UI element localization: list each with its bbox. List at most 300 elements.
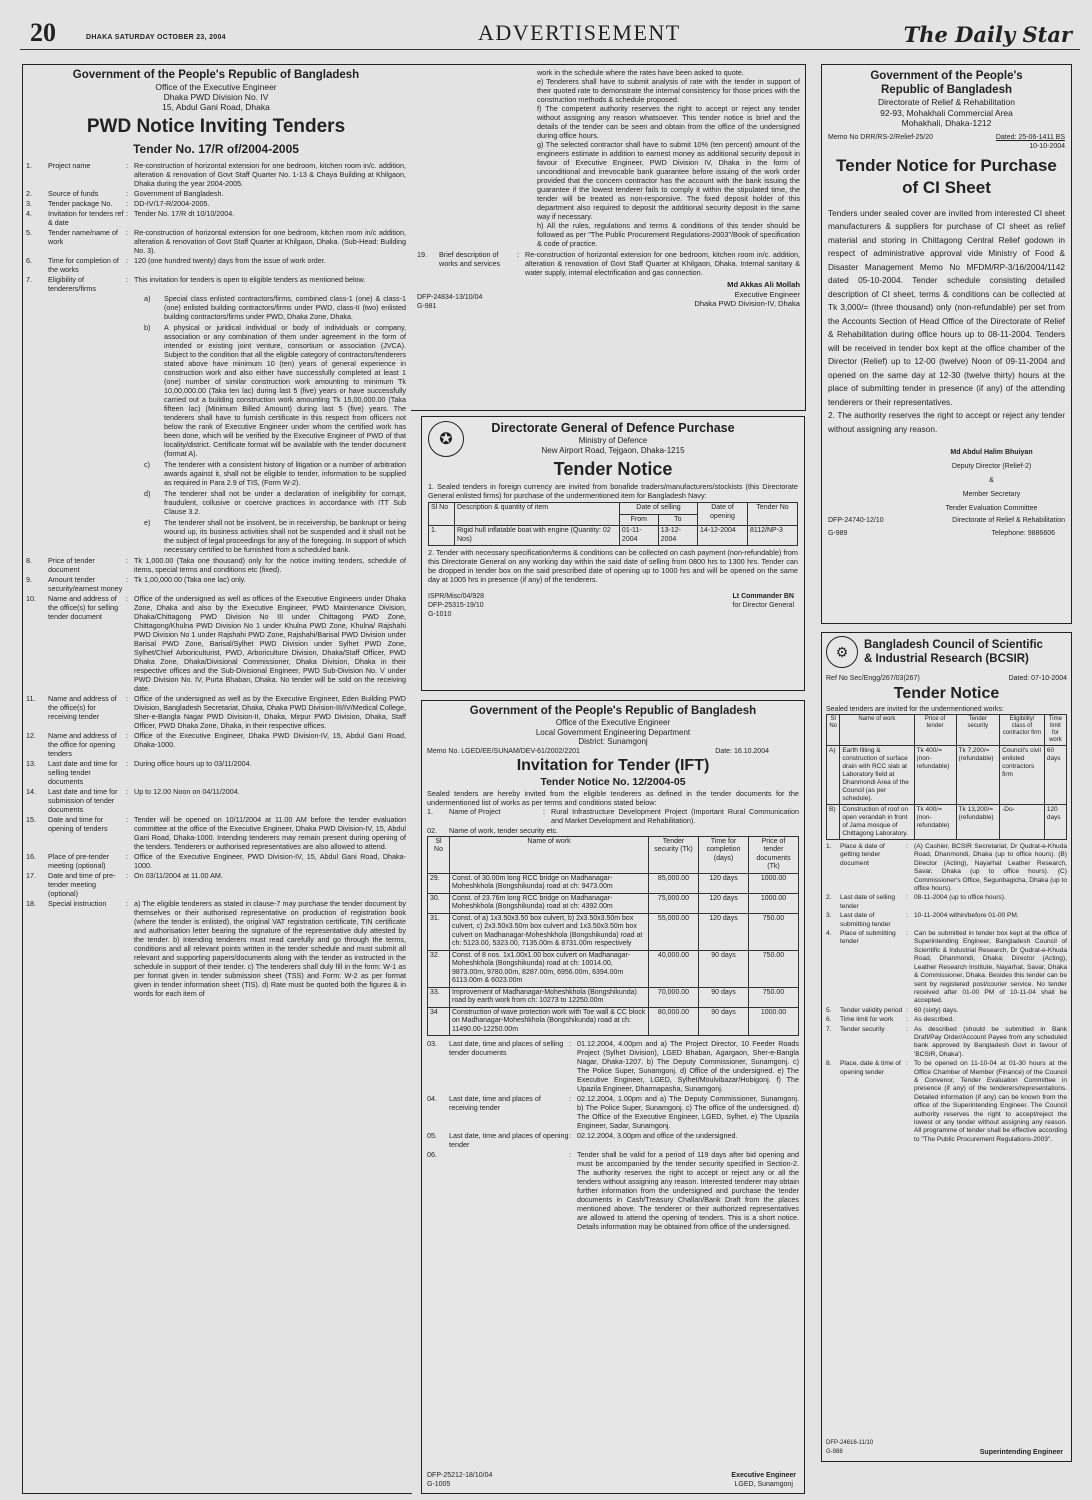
pwd-col2	[417, 68, 800, 311]
bcsir-table	[826, 714, 1067, 840]
item-value: DD-IV/17-R/2004-2005.	[134, 199, 210, 208]
bcsir-items-item	[826, 1060, 1067, 1144]
lged-office: Office of the Executive Engineer	[555, 718, 671, 727]
item-colon: :	[126, 731, 128, 740]
item-value: This invitation for tenders is open to eligible tenders as mentioned below.	[134, 275, 366, 284]
item-colon: :	[126, 575, 128, 584]
bcsir-cell: Tk 7,200/= (refundable)	[956, 746, 1000, 805]
item-value: During office hours up to 03/11/2004.	[134, 759, 252, 768]
bcsir-notice-title: Tender Notice	[893, 685, 1000, 702]
pwd-items2-item	[26, 575, 406, 593]
item-colon: :	[569, 1094, 571, 1103]
relief-dfp: DFP-24740-12/10	[828, 517, 884, 524]
item-number: 05.	[427, 1131, 437, 1140]
relief-gov-2: Republic of Bangladesh	[881, 84, 1012, 96]
pwd-g: G-981	[417, 302, 437, 310]
relief-sig-4: Member Secretary	[962, 491, 1021, 498]
bcsir-cell: Earth filling & construction of surface drain with RCC slab at Laboratory field at Dhanmondi Area of the Council (as per schedule).	[840, 746, 914, 805]
item-value: Can be submitted in tender box kept at the office of Superintending Engineer, Bangladesh Council of Scientific & Industrial Research, Dr Qudrat-e-Khuda Road, Dhanmondi, Dhaka; Director (Acting), Leather Research Institute, Nayarhat, Savar, Dhaka & Commissioner, Dhaka. Besides this tender can be sent by registered post/courier service. No tender received after 01-00 PM of 10-11-04 shall be accepted.	[914, 930, 1067, 1005]
item-label: Source of funds	[48, 189, 99, 198]
clause-text: Special class enlisted contractors/firms, combined class-1 (one) & class-1 (one) enlisted building contractors/firms under PWD, class-II (two) enlisted building contractors/firms under PWD, Dhaka Zone, Dhaka.	[164, 294, 406, 321]
lged-cell: 70,000.00	[649, 987, 699, 1007]
item-colon: :	[126, 556, 128, 565]
pwd-eligibility-clause	[144, 518, 406, 554]
item-number: 5.	[826, 1006, 832, 1014]
lged-cell: 31.	[428, 913, 450, 950]
pwd-special-instruction: f) The competent authority reserves the right to accept or reject any tender without assigning any reason whatsoever. This tender notice is brief and the details of the tender can be seen and obtain from the office of the undersigned during office hours.	[537, 104, 800, 140]
pwd-eligibility-clause	[144, 323, 406, 458]
pwd-items2-item	[26, 594, 406, 693]
item-value: 120 (one hundred twenty) days from the issue of work order.	[134, 256, 326, 265]
lged-cell: 90 days	[699, 950, 749, 987]
relief-g: G-989	[828, 530, 848, 537]
item-label: Special instruction	[48, 899, 107, 908]
relief-memo: Memo No DRR/RS-2/Relief-25/20	[828, 133, 934, 141]
item-number: 04.	[427, 1094, 437, 1103]
item-value: 60 (sixty) days.	[914, 1006, 959, 1014]
relief-sig-5: Tender Evaluation Committee	[945, 505, 1038, 512]
lged-cell: Const. of 8 nos. 1x1.00x1.00 box culvert on Madhanagar-Moheshkhola (Bongshikunda) road at ch: 10014.00, 9873.00m, 9780.00m, 8287.00m, 6956.00m, 6394.00m 6113.00m & 6023.00m	[450, 950, 649, 987]
item-number: 13.	[26, 759, 36, 768]
bcsir-col-header: Time limit for work	[1044, 715, 1066, 746]
section-title: ADVERTISEMENT	[478, 20, 681, 45]
item-value: Office of the undersigned as well as by the Executive Engineer, Eden Building PWD Division, Bangladesh Secretariat, Dhaka, Dhaka PWD Division-III/IV/Medical College, Sher-e-Bangla Nagar PWD Division-II, Dhaka, Mirpur PWD Division, Dhaka, Staff Officer, PWD Dhaka Zone, Dhaka, in their respective offices.	[134, 694, 406, 730]
item-label	[449, 1150, 569, 1231]
bcsir-col-header: Tender security	[956, 715, 1000, 746]
pwd-dfp: DFP-24834-13/10/04	[417, 293, 483, 301]
item-number: 18.	[26, 899, 36, 908]
lged-items-item	[427, 1150, 799, 1231]
bcsir-col-header: Sl No	[827, 715, 840, 746]
pwd-eligibility-clause	[144, 294, 406, 321]
relief-addr-1: 92-93, Mohakhali Commercial Area	[880, 107, 1013, 118]
item-number: 6.	[826, 1016, 832, 1024]
bcsir-title-1: Bangladesh Council of Scientific	[864, 639, 1043, 651]
item-number: 03.	[427, 1039, 437, 1048]
lged-cell: 1000.00	[749, 873, 799, 893]
pwd-special-instruction: e) Tenderers shall have to submit analysis of rate with the tender in support of their quoted rate to demonstrate the internal consistency for those prices with the construction methods & schedule proposed.	[537, 77, 800, 104]
item-label: Date and time of pre-tender meeting (optional)	[48, 871, 116, 898]
dgdp-sig-2: for Director General	[732, 602, 794, 609]
lged-items-item	[427, 1131, 799, 1149]
bcsir-cell: B)	[827, 805, 840, 840]
item-number: 06.	[427, 1150, 437, 1159]
bcsir-items-item	[826, 894, 1067, 911]
item-colon: :	[569, 1131, 571, 1140]
lged-sig-1: Executive Engineer	[731, 1472, 796, 1479]
clause-key: e)	[144, 518, 151, 527]
pwd-items2-item	[26, 556, 406, 574]
item-colon: :	[569, 1150, 571, 1159]
item-number: 3.	[826, 912, 832, 920]
item-colon: :	[126, 256, 128, 265]
item-number: 7.	[826, 1025, 832, 1033]
pwd-items-item	[26, 189, 406, 198]
item-label: Last date, time and places of receiving tender	[449, 1094, 541, 1112]
item-colon: :	[126, 189, 128, 198]
bcsir-cell: 60 days	[1044, 746, 1066, 805]
clause-text: The tenderer shall not be under a declaration of ineligibility for corrupt, fraudulent, collusive or coercive practices in accordance with ITT Sub Clause 3.2.	[164, 489, 406, 516]
bcsir-cell: A)	[827, 746, 840, 805]
lged-table-row	[428, 1007, 799, 1036]
pwd-office-3: 15, Abdul Gani Road, Dhaka	[162, 102, 270, 112]
item-colon: :	[126, 161, 128, 170]
bcsir-cell: Construction of roof on open verandah in front of Jama mosque of Chittagong Laboratory.	[840, 805, 914, 840]
lged-date: Date: 16.10.2004	[715, 747, 769, 755]
lged-district: District: Sunamgonj	[578, 737, 648, 746]
clause-key: d)	[144, 489, 151, 498]
item-label: Tender validity period	[840, 1006, 903, 1014]
item-colon: :	[906, 930, 908, 938]
lged-col-header: Name of work	[450, 836, 649, 873]
item-label: Tender security	[840, 1025, 885, 1033]
clause-text: The tenderer shall not be insolvent, be in receivership, be bankrupt or being wound up, its business activities shall not be suspended and it shall not be the subject of legal proceedings for any of the foregoing. In support of which necessary certified to be furnished from a scheduled bank.	[164, 518, 406, 554]
item-label: Place of submitting tender	[840, 930, 896, 946]
page-header	[20, 14, 1080, 50]
pwd-special-instruction: g) The selected contractor shall have to submit 10% (ten percent) amount of the engineers estimate in addition to earnest money as additional security deposit in favour of Executive Engineer, PWD Division IV, Dhaka in the form of unconditional and irrevocable bank guarantee before issuing of the work order provided that the concern contractor has the account with the bank issuing the guarantee if the lowest tenderer fails to comply it within the stipulated time, the tender will be treated as non-responsive. The fixed deposit holder of this department also required to deposit the additional security deposit in the same way if necessary.	[537, 140, 800, 221]
item-colon: :	[126, 871, 128, 880]
item-number: 8.	[826, 1060, 832, 1068]
lged-cell: 1000.00	[749, 1007, 799, 1036]
lged-cell: 90 days	[699, 987, 749, 1007]
dgdp-para-2: 2. Tender with necessary specification/terms & conditions can be collected on cash payment (non-refundable) from this Directorate General on any working day within the said date of selling from 0800 hrs to 1300 hrs. Tender can be dropped in tender box on the said prescribed date of opening up to 1000 hrs and will be opened on the same day at 1005 hrs in presence (if any) of the tenderers.	[428, 548, 798, 584]
item-value: Government of Bangladesh.	[134, 189, 224, 198]
pwd-office-2: Dhaka PWD Division No. IV	[163, 92, 269, 102]
relief-sig-3: &	[989, 477, 994, 484]
dgdp-address: New Airport Road, Tejgaon, Dhaka-1215	[541, 446, 685, 455]
masthead-logo: The Daily Star	[903, 22, 1072, 47]
lged-cell: Construction of wave protection work with Toe wall & CC block on Madhanagar-Moheshkhola (Bongshikunda) road at ch: 11490.00-12250.00m	[450, 1007, 649, 1036]
item-colon: :	[906, 1060, 908, 1068]
pwd-office-1: Office of the Executive Engineer	[155, 82, 277, 92]
lged-gov: Government of the People's Republic of Bangladesh	[469, 705, 757, 717]
item-value: 02.12.2004, 1.00pm and a) The Deputy Commissioner, Sunamgonj. b) The Police Super, Sunamgonj. c) The office of the undersigned. d) The Office of the Executive Engineer, LGED, Sylhet. e) The Upazila Engineer, Sadar, Sunamgonj.	[577, 1094, 799, 1130]
item-label: Name and address of the office(s) for receiving tender	[48, 694, 117, 721]
lged-cell: 32.	[428, 950, 450, 987]
bcsir-title-2: & Industrial Research (BCSIR)	[864, 653, 1029, 665]
pwd-items2-item	[26, 852, 406, 870]
item-value: Office of the Executive Engineer, PWD Division-IV, 15, Abdul Gani Road, Dhaka-1000.	[134, 852, 406, 870]
bcsir-cell: Tk 13,200/= (refundable)	[956, 805, 1000, 840]
item-colon: :	[906, 1016, 908, 1024]
bcsir-intro: Sealed tenders are invited for the undermentioned works:	[826, 706, 1004, 713]
pwd-title: PWD Notice Inviting Tenders	[86, 116, 346, 137]
lged-cell: Const. of a) 1x3.50x3.50 box culvert, b) 2x3.50x3.50m box culvert, c) 2x3.50x3.50m box culvert and 1x3.50x3.50m box culvert on Madhanagar-Moheshkhola (Bongshikunda) road at ch: 5123.00, 5323.00, 7135.00m & 8731.00m respectively	[450, 913, 649, 950]
bcsir-cell: Tk 400/= (non-refundable)	[914, 746, 956, 805]
pwd-eligibility-clause	[144, 489, 406, 516]
lged-cell: 30.	[428, 893, 450, 913]
lged-cell: 750.00	[749, 987, 799, 1007]
item-number: 15.	[26, 815, 36, 824]
relief-phone: Telephone: 9886606	[991, 530, 1055, 537]
lged-advert: Government of the People's Republic of Bangladesh Office of the Executive Engineer Local Government Engineering Department District: Sunamgonj Memo No. LGED/EE/SUNAM/DEV-61/2002/2201 Date: 16.10.2004 Invitation for Tender (IFT) Tender Notice No. 12/2004-05 Sealed tenders are hereby invited from the eligible tenderers as defined in the tender documents for the undermentioned list of works as per terms and conditions stated below: 1. Name of Project : Rural Infrastructure Development Project (Important Rural Communication and Market Development and Rehabilitation). 02. Name of work, tender security etc. Sl No Name of work Tender security (Tk) Time for completion (days) Price of tender documents (Tk) 29. Const. of 30.00m long RCC bridge on Madhanagar-Moheshkhola (Bongshikunda) road at ch: 9473.00m 85,000.00 120 days 1000.00 30. Const. of 23.76m long RCC bridge on Madhanagar-Moheshkhola (Bongshikunda) road at ch: 4392.00m 75,000.00 120 days 1000.00 31. Const. of a) 1x3.50x3.50 box culvert, b) 2x3.50x3.50m box culvert, c) 2x3.50x3.50m box culvert and 1x3.50x3.50m box culvert on Madhanagar-Moheshkhola (Bongshikunda) road at ch: 5123.00, 5323.00, 7135.00m & 8731.00m respectively 55,000.00 120 days 750.00 32. Const. of 8 nos. 1x1.00x1.00 box culvert on Madhanagar-Moheshkhola (Bongshikunda) road at ch: 10014.00, 9873.00m, 9780.00m, 8287.00m, 6956.00m, 6394.00m 6113.00m & 6023.00m 40,000.00 90 days 750.00 33. Improvement of Madhanagar-Moheshkhola (Bongshikunda) road by earth work from ch: 10273 to 12250.00m 70,000.00 90 days 750.00 34 Construction of wave protection work with Toe wall & CC block on Madhanagar-Moheshkhola (Bongshikunda) road at ch: 11490.00-12250.00m 80,000.00 90 days 1000.00 03. Last date, time and places of selling tender documents : 01.12.2004, 4.00pm and a) The Project Director, 10 Feeder Roads Project (Sylhet Division), LGED Bhaban, Agargaon, Sher-e-Bangla Nagar, Dhaka-1207. b) The Deputy Commissioner, Sunamgonj. c) The Police Super, Sunamgonj. d) Office of the undersigned. e) The Executive Engineer, LGED, Sylhet/Moulvibazar/Hobigonj. f) The Upazila Engineer, Dharmapasha, Sunamgonj. 04. Last date, time and places of receiving tender : 02.12.2004, 1.00pm and a) The Deputy Commissioner, Sunamgonj. b) The Police Super, Sunamgonj. c) The office of the undersigned. d) The Office of the Executive Engineer, LGED, Sylhet. e) The Upazila Engineer, Sadar, Sunamgonj. 05. Last date, time and places of opening tender : 02.12.2004, 3.00pm and office of the undersigned. 06. : Tender shall be valid for a period of 119 days after bid opening and must be accompanied by the tender security specified in Section-2. The authority reserves the right to accept or reject any or all the tenders without assigning any reason. Interested tenderer may obtain further information from the undersigned and purchase the tender documents in Cash/Treasury Challan/Bank Draft from the places mentioned above. The tenderer or their authorized representatives are allowed to attend the opening of tenders. This is a short notice. Details information may be obtained from office of the undersigned. DFP-25212-18/10/04 G-1005 Executive Engineer LGED, Sunamgonj	[421, 700, 805, 1494]
item-value: Office of the Executive Engineer, Dhaka PWD Division-IV, 15, Abdul Gani Road, Dhaka-1000.	[134, 731, 406, 749]
item-value: 01.12.2004, 4.00pm and a) The Project Director, 10 Feeder Roads Project (Sylhet Division), LGED Bhaban, Agargaon, Sher-e-Bangla Nagar, Dhaka-1207. b) The Deputy Commissioner, Sunamgonj. c) The Police Super, Sunamgonj. d) Office of the undersigned. e) The Executive Engineer, LGED, Sylhet/Moulvibazar/Hobigonj. f) The Upazila Engineer, Dharmapasha, Sunamgonj.	[577, 1039, 799, 1093]
lged-cell: 120 days	[699, 913, 749, 950]
item-value: Tk 1,00,000.00 (Taka one lac) only.	[134, 575, 246, 584]
relief-para-2: 2. The authority reserves the right to accept or reject any tender without assigning any reason.	[828, 410, 1065, 434]
pwd-eligibility-clause	[144, 460, 406, 487]
item-value: As described.	[914, 1016, 954, 1024]
lged-cell: 29.	[428, 873, 450, 893]
bcsir-col-header: Name of work	[840, 715, 914, 746]
lged-cell: 120 days	[699, 873, 749, 893]
pwd-items2-item	[26, 731, 406, 758]
pwd-items-item	[26, 228, 406, 255]
dateline: DHAKA SATURDAY OCTOBER 23, 2004	[86, 34, 226, 41]
item-colon: :	[126, 199, 128, 208]
dgdp-table: Sl No Description & quantity of item Date of selling Date of opening Tender No From To 1. Rigid hull inflatable boat with engine (Quantity: 02 Nos) 01-11-2004 13-12-2004 14-12-2004 8112/NP-3	[428, 502, 798, 546]
bcsir-items-item	[826, 843, 1067, 893]
pwd-items-item	[26, 256, 406, 274]
lged-intro: Sealed tenders are hereby invited from the eligible tenderers as defined in the tender documents for the undermentioned list of works as per terms and conditions stated below:	[427, 788, 799, 807]
bcsir-ref: Ref No Sec/Engg/267/03(267)	[826, 675, 920, 682]
relief-advert	[821, 64, 1072, 624]
pwd-items2-item	[26, 899, 406, 998]
lged-title: Invitation for Tender (IFT)	[516, 756, 710, 774]
item-number: 7.	[26, 275, 32, 284]
item-label: Invitation for tenders ref & date	[48, 209, 124, 227]
item-label: Last date and time for selling tender documents	[48, 759, 118, 786]
item-colon: :	[126, 852, 128, 861]
item-colon: :	[126, 815, 128, 824]
relief-sig-2: Deputy Director (Relief-2)	[951, 463, 1032, 470]
lged-cell: 34	[428, 1007, 450, 1036]
bcsir-items-item	[826, 930, 1067, 1006]
item-colon: :	[126, 899, 128, 908]
pwd-items2-item	[26, 815, 406, 851]
lged-table-row	[428, 950, 799, 987]
item-number: 5.	[26, 228, 32, 237]
item-value: Office of the undersigned as well as offices of the Executive Engineers under Dhaka Zone, Dhaka and also by the Executive Engineer, PWD Maintenance Division, Dhaka/Chittagong PWD Division No III under Chittagong PWD Zone, Chittagong/Khulna PWD Division No 1 under Khulna PWD Zone, Khulna/ Rajshahi PWD Division No 1 under Rajshahi PWD Zone, Rajshahi/Barisal PWD Division under Barisal PWD Zone, Barisal/Sylhet PWD Division under Sylhet PWD Zone, Sylhet/Chief Arboriculturist, PWD, Arboriculture Division, Dhaka/Staff Officer, PWD Dhaka Zone, Dhaka/Divisional Commissioner, Dhaka Division, Dhaka in their respective offices and the Sub-Divisional Engineer, PWD Sub-Division No. V under PWD Division No. IV, Purta Bhaban, Dhaka. No tender will be sold on the receiving date.	[134, 594, 406, 693]
relief-dir: Directorate of Relief & Rehabilitation	[877, 97, 1015, 107]
item-colon: :	[126, 209, 128, 218]
dgdp-row: 1. Rigid hull inflatable boat with engine (Quantity: 02 Nos) 01-11-2004 13-12-2004 14-12-2004 8112/NP-3	[429, 526, 798, 546]
lged-works-table	[427, 836, 799, 1037]
item-number: 9.	[26, 575, 32, 584]
lged-col-header: Tender security (Tk)	[649, 836, 699, 873]
bcsir-col-header: Eligibility/ class of contractor firm	[1000, 715, 1045, 746]
item-label: Tender package No.	[48, 199, 113, 208]
bcsir-cell: 120 days	[1044, 805, 1066, 840]
lged-ref-1: DFP-25212-18/10/04	[427, 1472, 493, 1479]
lged-items-item	[427, 1039, 799, 1093]
item-number: 1.	[26, 161, 32, 170]
lged-cell: 90 days	[699, 1007, 749, 1036]
item-value: Tender No. 17/R dt 10/10/2004.	[134, 209, 235, 218]
lged-memo: Memo No. LGED/EE/SUNAM/DEV-61/2002/2201	[427, 747, 580, 755]
lged-tender-no: Tender Notice No. 12/2004-05	[540, 775, 686, 788]
lged-cell: 33.	[428, 987, 450, 1007]
item-number: 1.	[826, 843, 832, 850]
item-label: Amount tender security/earnest money	[48, 575, 123, 593]
lged-cell: 40,000.00	[649, 950, 699, 987]
dgdp-notice-title: Tender Notice	[553, 459, 673, 479]
bcsir-items-item	[826, 1007, 1067, 1015]
item-value: Tender will be opened on 10/11/2004 at 11.00 AM before the tender evaluation committee at the office of the Executive Engineer, Dhaka PWD Division-IV, 15, Abdul Gani Road, Dhaka-1000. Intending tenderers may remain present during opening of the tenders. Tenderers or authorised representatives are also allowed to attend.	[134, 815, 406, 851]
relief-signatory: Md Abdul Halim Bhuiyan	[950, 449, 1033, 456]
dgdp-para-1: 1. Sealed tenders in foreign currency are invited from bonafide traders/manufacturers/stockists (this Directorate General enlisted firms) for purchase of the undermentioned item for Bangladesh Navy:	[428, 482, 798, 500]
clause-key: b)	[144, 323, 151, 332]
item-label: Eligibility of tenderers/firms	[48, 275, 96, 293]
page-number: 20	[30, 18, 56, 47]
item-value: On 03/11/2004 at 11.00 AM.	[134, 871, 223, 880]
pwd-item-19: 19. Brief description of works and services : Re-construction of horizontal extension for one bedroom, kitchen room in/c. addition, alteration & renovation of Govt Staff Quarter at Khilgaon, Dhaka. Internal sanitary & water supply, internal electrification and gas connection.	[417, 250, 800, 277]
lged-ref-2: G-1005	[427, 1481, 451, 1488]
lged-cell: 750.00	[749, 950, 799, 987]
item-label: Time for completion of the works	[48, 256, 119, 274]
bcsir-dfp: DFP-24616-11/10	[826, 1440, 874, 1446]
item-colon: :	[906, 1006, 908, 1014]
item-number: 2.	[26, 189, 32, 198]
dgdp-ref-3: G-1010	[428, 611, 452, 618]
lged-col-header: Time for completion (days)	[699, 836, 749, 873]
dgdp-sig-1: Lt Commander BN	[732, 593, 794, 600]
lged-cell: 75,000.00	[649, 893, 699, 913]
item-value: Tender shall be valid for a period of 119 days after bid opening and must be accompanied by the tender security specified in Section-2. The authority reserves the right to accept or reject any or all the tenders without assigning any reason. Interested tenderer may obtain further information from the undersigned and purchase the tender documents in Cash/Treasury Challan/Bank Draft from the places mentioned above. The tenderer or their authorized representatives are allowed to attend the opening of tenders. This is a short notice. Details information may be obtained from office of the undersigned.	[577, 1150, 799, 1231]
item-label: Name and address of the office(s) for selling tender document	[48, 594, 119, 621]
relief-sig-6: Directorate of Relief & Rehabilitation	[952, 517, 1065, 524]
lged-cell: 80,000.00	[649, 1007, 699, 1036]
lged-table-row	[428, 987, 799, 1007]
pwd-gov: Government of the People's Republic of Bangladesh	[72, 69, 360, 81]
lged-cell: 55,000.00	[649, 913, 699, 950]
item-label: Tender name/name of work	[48, 228, 118, 246]
item-value: 10-11-2004 within/before 01-00 PM.	[914, 912, 1019, 920]
item-number: 12.	[26, 731, 36, 740]
pwd-sig-office: Dhaka PWD Division-IV, Dhaka	[694, 299, 800, 308]
item-value: Re-construction of horizontal extension for one bedroom, kitchen room in/c. addition, alteration & renovation of Govt Staff Quarter No. 1-13 & Chaya Building at Khilgaon, Dhaka during the year 2004-2005.	[134, 161, 406, 188]
item-value: To be opened on 11-10-04 at 01-30 hours at the Office Chamber of Member (Finance) of the Council & Convenor, Tender Evaluation Committee in presence (if any) of the tenderers/representations. Detailed information (if any) can be known from the office of the Superintending Engineer. The Council authority reserves the right to accept/reject the lowest or any tender without assigning any reason. All programme of tender shall be effective according to "The Public Procurement Regulations-2003".	[914, 1060, 1067, 1143]
bcsir-table-row	[827, 746, 1067, 805]
item-label: Date and time for opening of tenders	[48, 815, 108, 833]
dgdp-emblem-icon: ✪	[428, 421, 464, 457]
lged-col-header: Price of tender documents (Tk)	[749, 836, 799, 873]
bcsir-cell: -Do-	[1000, 805, 1045, 840]
item-colon: :	[126, 594, 128, 603]
item-value: As described (should be submitted in Bank Draft/Pay Order/Account Payee from any scheduled bank approved by Bangladesh Govt in favour of 'BCSIR, Dhaka').	[914, 1025, 1067, 1058]
item-number: 14.	[26, 787, 36, 796]
dgdp-ref-2: DFP-25315-19/10	[428, 602, 484, 609]
item-label: Project name	[48, 161, 91, 170]
item-number: 2.	[826, 894, 832, 902]
item-label: Price of tender document	[48, 556, 95, 574]
bcsir-date: Dated: 07-10-2004	[1008, 675, 1067, 682]
clause-key: c)	[144, 460, 150, 469]
item-colon: :	[126, 275, 128, 284]
item-number: 3.	[26, 199, 32, 208]
pwd-sig-title: Executive Engineer	[734, 289, 800, 299]
item-label: Place & date of getting tender document	[840, 843, 885, 867]
item-value: 02.12.2004, 3.00pm and office of the undersigned.	[577, 1131, 738, 1140]
bcsir-sig: Superintending Engineer	[979, 1449, 1063, 1456]
item-colon: :	[906, 894, 908, 902]
pwd-special-instruction: h) All the rules, regulations and terms & conditions of this tender should be followed as per "The Public Procurement Regulations-2003"/Book of specification & code of practice.	[537, 221, 800, 248]
relief-title: Tender Notice for Purchase of CI Sheet	[836, 155, 1057, 197]
item-label: Last date of selling tender	[840, 894, 895, 910]
item-label: Last date and time for submission of tender documents	[48, 787, 118, 814]
item-number: 17.	[26, 871, 36, 880]
bcsir-cell: Council's civil enlisted contractors firm	[1000, 746, 1045, 805]
bcsir-logo-icon: ⚙	[826, 636, 858, 668]
lged-dept: Local Government Engineering Department	[535, 727, 691, 737]
dgdp-ministry: Ministry of Defence	[578, 436, 648, 445]
lged-table-row	[428, 913, 799, 950]
pwd-items-item	[26, 275, 406, 293]
item-colon: :	[126, 787, 128, 796]
dgdp-ref-1: ISPR/Misc/04/928	[428, 593, 485, 600]
item-number: 4.	[826, 930, 832, 938]
pwd-items-item	[26, 209, 406, 227]
item-colon: :	[906, 912, 908, 920]
lged-cell: 85,000.00	[649, 873, 699, 893]
item-number: 16.	[26, 852, 36, 861]
lged-col-header: Sl No	[428, 836, 450, 873]
lged-cell: Const. of 23.76m long RCC bridge on Madhanagar-Moheshkhola (Bongshikunda) road at ch: 4392.00m	[450, 893, 649, 913]
item-colon: :	[906, 843, 908, 850]
lged-cell: Improvement of Madhanagar-Moheshkhola (Bongshikunda) road by earth work from ch: 10273 to 12250.00m	[450, 987, 649, 1007]
relief-para-1: Tenders under sealed cover are invited from interested CI sheet manufacturers & suppliers for purchase of CI sheet as relief material and storing in Chittagong Central Relief godown in respect of administrative approval vide Ministry of Food & Disaster Management Memo No MFDM/RP-3/16/2004/1142 dated 05-10-2004. Tender schedule consisting detailed description of CI sheet, terms & conditions can be collected at Tk 3,000/= (three thousand) only (non-refundable) per set from the Accounts Section of Head Office of the Directorate of Relief & Rehabilitation during office hours up to 08-11-2004. Tenders will be received in tender box kept at the office chamber of the Director (Relief) up to 12-00 (twelve) Noon of 09-11-2004 and opened on the same day at 12-30 (twelve thirty) hours at the place of submitting tender in presence (if any) of the attending tenderers or their representatives.	[828, 207, 1065, 407]
dgdp-advert	[421, 416, 805, 691]
item-label: Place of pre-tender meeting (optional)	[48, 852, 110, 870]
item-label: Time limit for work	[840, 1016, 894, 1024]
relief-gov-1: Government of the People's	[870, 70, 1023, 82]
lged-cell: 120 days	[699, 893, 749, 913]
item-label: Last date, time and places of opening tender	[449, 1131, 569, 1149]
item-colon: :	[569, 1039, 571, 1048]
item-colon: :	[126, 694, 128, 703]
relief-addr-2: Mohakhali, Dhaka-1212	[901, 118, 992, 128]
lged-cell: 750.00	[749, 913, 799, 950]
bcsir-table-row	[827, 805, 1067, 840]
item-value: Up to 12.00 Noon on 04/11/2004.	[134, 787, 240, 796]
bcsir-items-item	[826, 1016, 1067, 1024]
lged-cell: 1000.00	[749, 893, 799, 913]
lged-cell: Const. of 30.00m long RCC bridge on Madhanagar-Moheshkhola (Bongshikunda) road at ch: 9473.00m	[450, 873, 649, 893]
pwd-tender-no: Tender No. 17/R of/2004-2005	[133, 142, 299, 156]
pwd-items2-item	[26, 759, 406, 786]
lged-items-item	[427, 1094, 799, 1130]
lged-sig-2: LGED, Sunamgonj	[734, 1481, 793, 1488]
item-value: Re-construction of horizontal extension for one bedroom, kitchen room in/c addition, alteration & renovation of Govt Staff Quarter at Khilgaon, Dhaka. (Sub-Head: Building No. 3).	[134, 228, 406, 255]
pwd-items2-item	[26, 694, 406, 730]
pwd-signatory: Md Akkas Ali Mollah	[727, 280, 800, 289]
bcsir-advert	[821, 632, 1072, 1462]
clause-text: The tenderer with a consistent history of litigation or a number of arbitration awards against it, shall not be eligible to tender, information to be supplied as required in Para 2.9 of TIS, (Form W-2).	[164, 460, 406, 487]
item-colon: :	[906, 1025, 908, 1033]
pwd-items-item	[26, 161, 406, 188]
clause-text: A physical or juridical individual or body of individuals or company, association or any combination of them under agreement in the form of intended or existing joint venture, consortium or association (JVCA). Subject to the condition that all the eligible category of contractors/tenderers stated above have minimum 10 (ten) years of general experience in construction work and also either have successfully completed at least 1 (one) number of similar construction work amounting to minimum Tk 10,00,000.00 (Taka ten lac) during last 5 (five) years or have successfully carried out a building construction work amounting Tk 15,00,000.00 (Taka fifteen lac) (Minimum Billed Amount) during last 5 (five) years. The tenderers shall have to furnish certificate in this respect from officers not below the rank of Executive Engineer under whom the certified work has been done, which will be verified by the Executive Engineer of PWD of that locality/district. Certificate format will be available with the tender document (format A).	[164, 323, 406, 458]
item-label: Place, date & time of opening tender	[840, 1060, 901, 1076]
dgdp-title: Directorate General of Defence Purchase	[491, 421, 735, 435]
bcsir-cell: Tk 400/= (non-refundable)	[914, 805, 956, 840]
bcsir-items-item	[826, 912, 1067, 929]
clause-key: a)	[144, 294, 151, 303]
lged-table-row	[428, 873, 799, 893]
item-number: 4.	[26, 209, 32, 218]
bcsir-g: G-988	[826, 1449, 843, 1455]
item-value: Tk 1,000.00 (Taka one thousand) only for the notice inviting tenders, schedule of items, special terms and conditions etc (fixed).	[134, 556, 406, 574]
item-value: a) The eligible tenderers as stated in clause-7 may purchase the tender document by themselves or their authorised representative on production of registration book (where the tender is enlisted), the original VAT registration certificate, TIN certificate and authorisation letter bearing the signature of the representative duly attested by the tender. b) Intending tenderers must read carefully and go through the terms, conditions and all relevant points written in the tender schedule and must submit all relevant and supporting papers/documents along with the tender as instructed in the schedule in support of their tender. c) The tenderers shall duly fill in the form: W-1 as per format given in tender submission sheet (TSS) and Form: W-2 as per format given in tender information sheet (TIS). d) Rate must be quoted both the figures & in words for each item of	[134, 899, 406, 998]
item-colon: :	[126, 228, 128, 237]
pwd-col2-top: work in the schedule where the rates have been asked to quote.	[537, 68, 744, 77]
pwd-items2-item	[26, 871, 406, 898]
pwd-items-item	[26, 199, 406, 208]
bcsir-col-header: Price of tender	[914, 715, 956, 746]
relief-dated: Dated: 25-06-1411 BS	[995, 133, 1065, 141]
item-value: (A) Cashier, BCSIR Secretariat, Dr Qudrat-e-Khuda Road, Dhanmondi, Dhaka (up to office hours). (B) Director (Acting), Nayarhat Leather Research, Savar, Dhaka (up to office hours). (C) Commissioner's Office, Segunbagicha, Dhaka (up to office hours).	[914, 843, 1067, 893]
item-number: 11.	[26, 694, 36, 703]
